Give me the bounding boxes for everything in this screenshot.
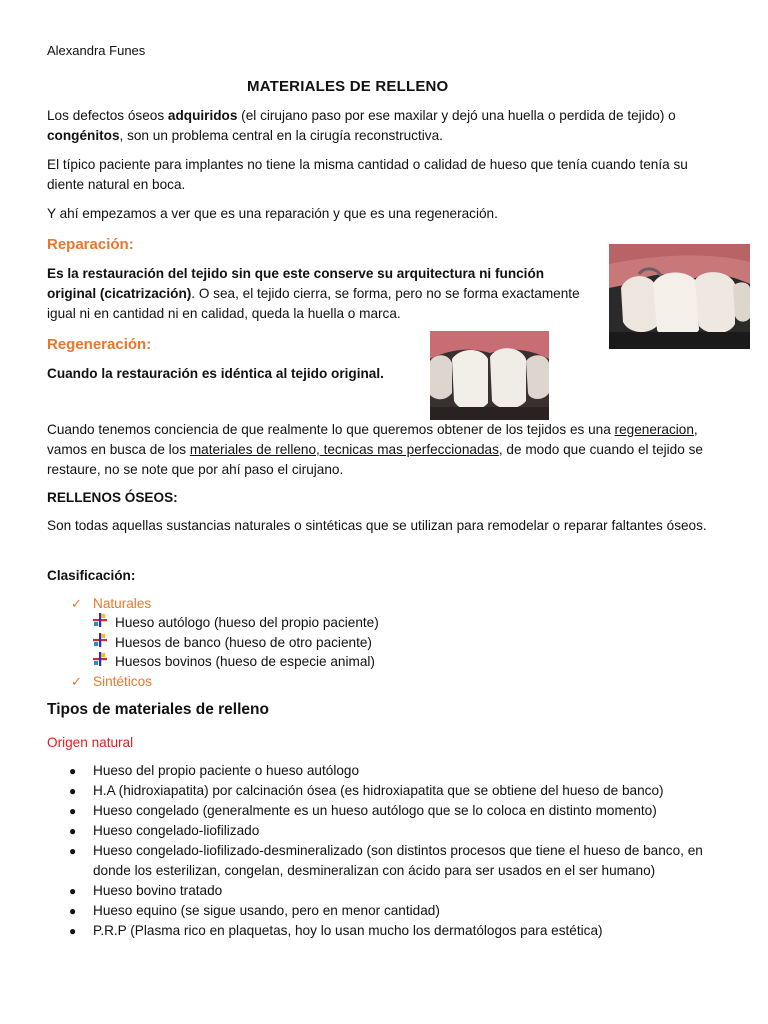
intro-paragraph: [47, 106, 727, 146]
text: , de modo que cuando el tejido se restaure, no se note que por ahí paso el cirujano.: [47, 442, 703, 477]
list-item-text: Hueso congelado-liofilizado-desmineralizado (son distintos procesos que tiene el hueso de banco, en donde los esterilizan, congelan, desmineralizan con ácido para ser usados en el ser humano): [93, 843, 703, 878]
bullet-icon: ●: [69, 904, 77, 918]
list-item-text: Hueso equino (se sigue usando, pero en menor cantidad): [93, 903, 440, 918]
list-item-text: Hueso congelado (generalmente es un hueso autólogo que se lo coloca en distinto momento): [93, 803, 657, 818]
reparacion-heading: Reparación:: [47, 236, 134, 253]
reparacion-definition: Es la restauración del tejido sin que este conserve su arquitectura ni función original (cicatrización): [47, 266, 545, 301]
sub-item-label: Huesos bovinos (hueso de especie animal): [115, 654, 375, 670]
underlined-materiales: materiales de relleno, tecnicas mas perfeccionadas: [189, 442, 499, 457]
sub-item-label: Hueso autólogo (hueso del propio paciente): [115, 615, 379, 631]
list-item: [69, 781, 719, 801]
list-item-text: P.R.P (Plasma rico en plaquetas, hoy lo usan mucho los dermatólogos para estética): [93, 923, 603, 938]
bullet-icon: ●: [69, 784, 77, 798]
text: .: [380, 366, 384, 381]
underlined-regeneracion: regeneracion: [614, 422, 694, 437]
text: . O sea, el tejido cierra, se forma, pero no se forma exactamente igual ni en cantidad ni en calidad, queda la huella o marca.: [47, 286, 580, 321]
reparacion-paragraph: [47, 264, 595, 324]
bold-adquiridos: adquiridos: [167, 108, 238, 123]
origen-natural-heading: Origen natural: [47, 735, 134, 750]
teeth-regeneration-photo: [430, 331, 549, 420]
text: , vamos en busca de los: [47, 422, 698, 457]
flag-bullet-icon: [93, 613, 115, 633]
list-item: [93, 653, 379, 673]
bullet-icon: ●: [69, 884, 77, 898]
check-icon: ✓: [71, 595, 82, 611]
implant-paragraph: El típico paciente para implantes no tiene la misma cantidad o calidad de hueso que tenía cuando tenía su diente natural en boca.: [47, 157, 688, 192]
check-icon: ✓: [71, 673, 82, 689]
regeneracion-definition: Cuando la restauración es idéntica al tejido original: [47, 366, 381, 381]
list-item-text: Hueso bovino tratado: [93, 883, 223, 898]
list-item: [69, 921, 719, 941]
list-item: [69, 821, 719, 841]
text: Cuando tenemos conciencia de que realmente lo que queremos obtener de los tejidos es una: [47, 422, 615, 437]
bullet-icon: ●: [69, 924, 77, 938]
list-item-text: H.A (hidroxiapatita) por calcinación ósea (es hidroxiapatita que se obtiene del hueso de banco): [93, 783, 664, 798]
flag-bullet-icon: [93, 652, 115, 672]
materials-paragraph: [47, 420, 717, 480]
tipos-heading: Tipos de materiales de relleno: [47, 701, 269, 718]
list-item: [69, 901, 719, 921]
sinteticos-label: Sintéticos: [93, 673, 152, 689]
naturales-label: Naturales: [93, 595, 152, 611]
list-item: [69, 801, 719, 821]
bold-congenitos: congénitos: [47, 128, 120, 143]
repair-regeneration-paragraph: Y ahí empezamos a ver que es una reparación y que es una regeneración.: [47, 206, 498, 221]
list-item-text: Hueso del propio paciente o hueso autólogo: [93, 763, 360, 778]
text: Los defectos óseos: [47, 108, 168, 123]
sub-item-label: Huesos de banco (hueso de otro paciente): [115, 634, 372, 650]
list-item: [71, 594, 379, 614]
list-item: [69, 881, 719, 901]
list-item: [69, 761, 719, 781]
text: (el cirujano paso por ese maxilar y dejó una huella o perdida de tejido) o: [237, 108, 676, 123]
teeth-repair-photo: [609, 244, 750, 349]
bullet-icon: ●: [69, 824, 77, 838]
rellenos-heading: RELLENOS ÓSEOS:: [47, 490, 178, 505]
bullet-icon: ●: [69, 844, 77, 858]
bullet-icon: ●: [69, 764, 77, 778]
document-title: MATERIALES DE RELLENO: [247, 78, 449, 95]
bullet-icon: ●: [69, 804, 77, 818]
list-item: [93, 633, 379, 653]
list-item: [93, 614, 379, 634]
classification-list: [71, 594, 379, 692]
rellenos-paragraph: Son todas aquellas sustancias naturales o sintéticas que se utilizan para remodelar o reparar faltantes óseos.: [47, 518, 707, 533]
flag-bullet-icon: [93, 633, 115, 653]
regeneracion-paragraph: [47, 364, 384, 384]
author-name: Alexandra Funes: [47, 43, 146, 58]
materials-list: [69, 761, 719, 941]
regeneracion-heading: Regeneración:: [47, 336, 152, 353]
list-item: [69, 841, 719, 881]
list-item-text: Hueso congelado-liofilizado: [93, 823, 260, 838]
list-item: [71, 672, 379, 692]
text: , son un problema central en la cirugía reconstructiva.: [119, 128, 443, 143]
clasificacion-heading: Clasificación:: [47, 568, 136, 583]
